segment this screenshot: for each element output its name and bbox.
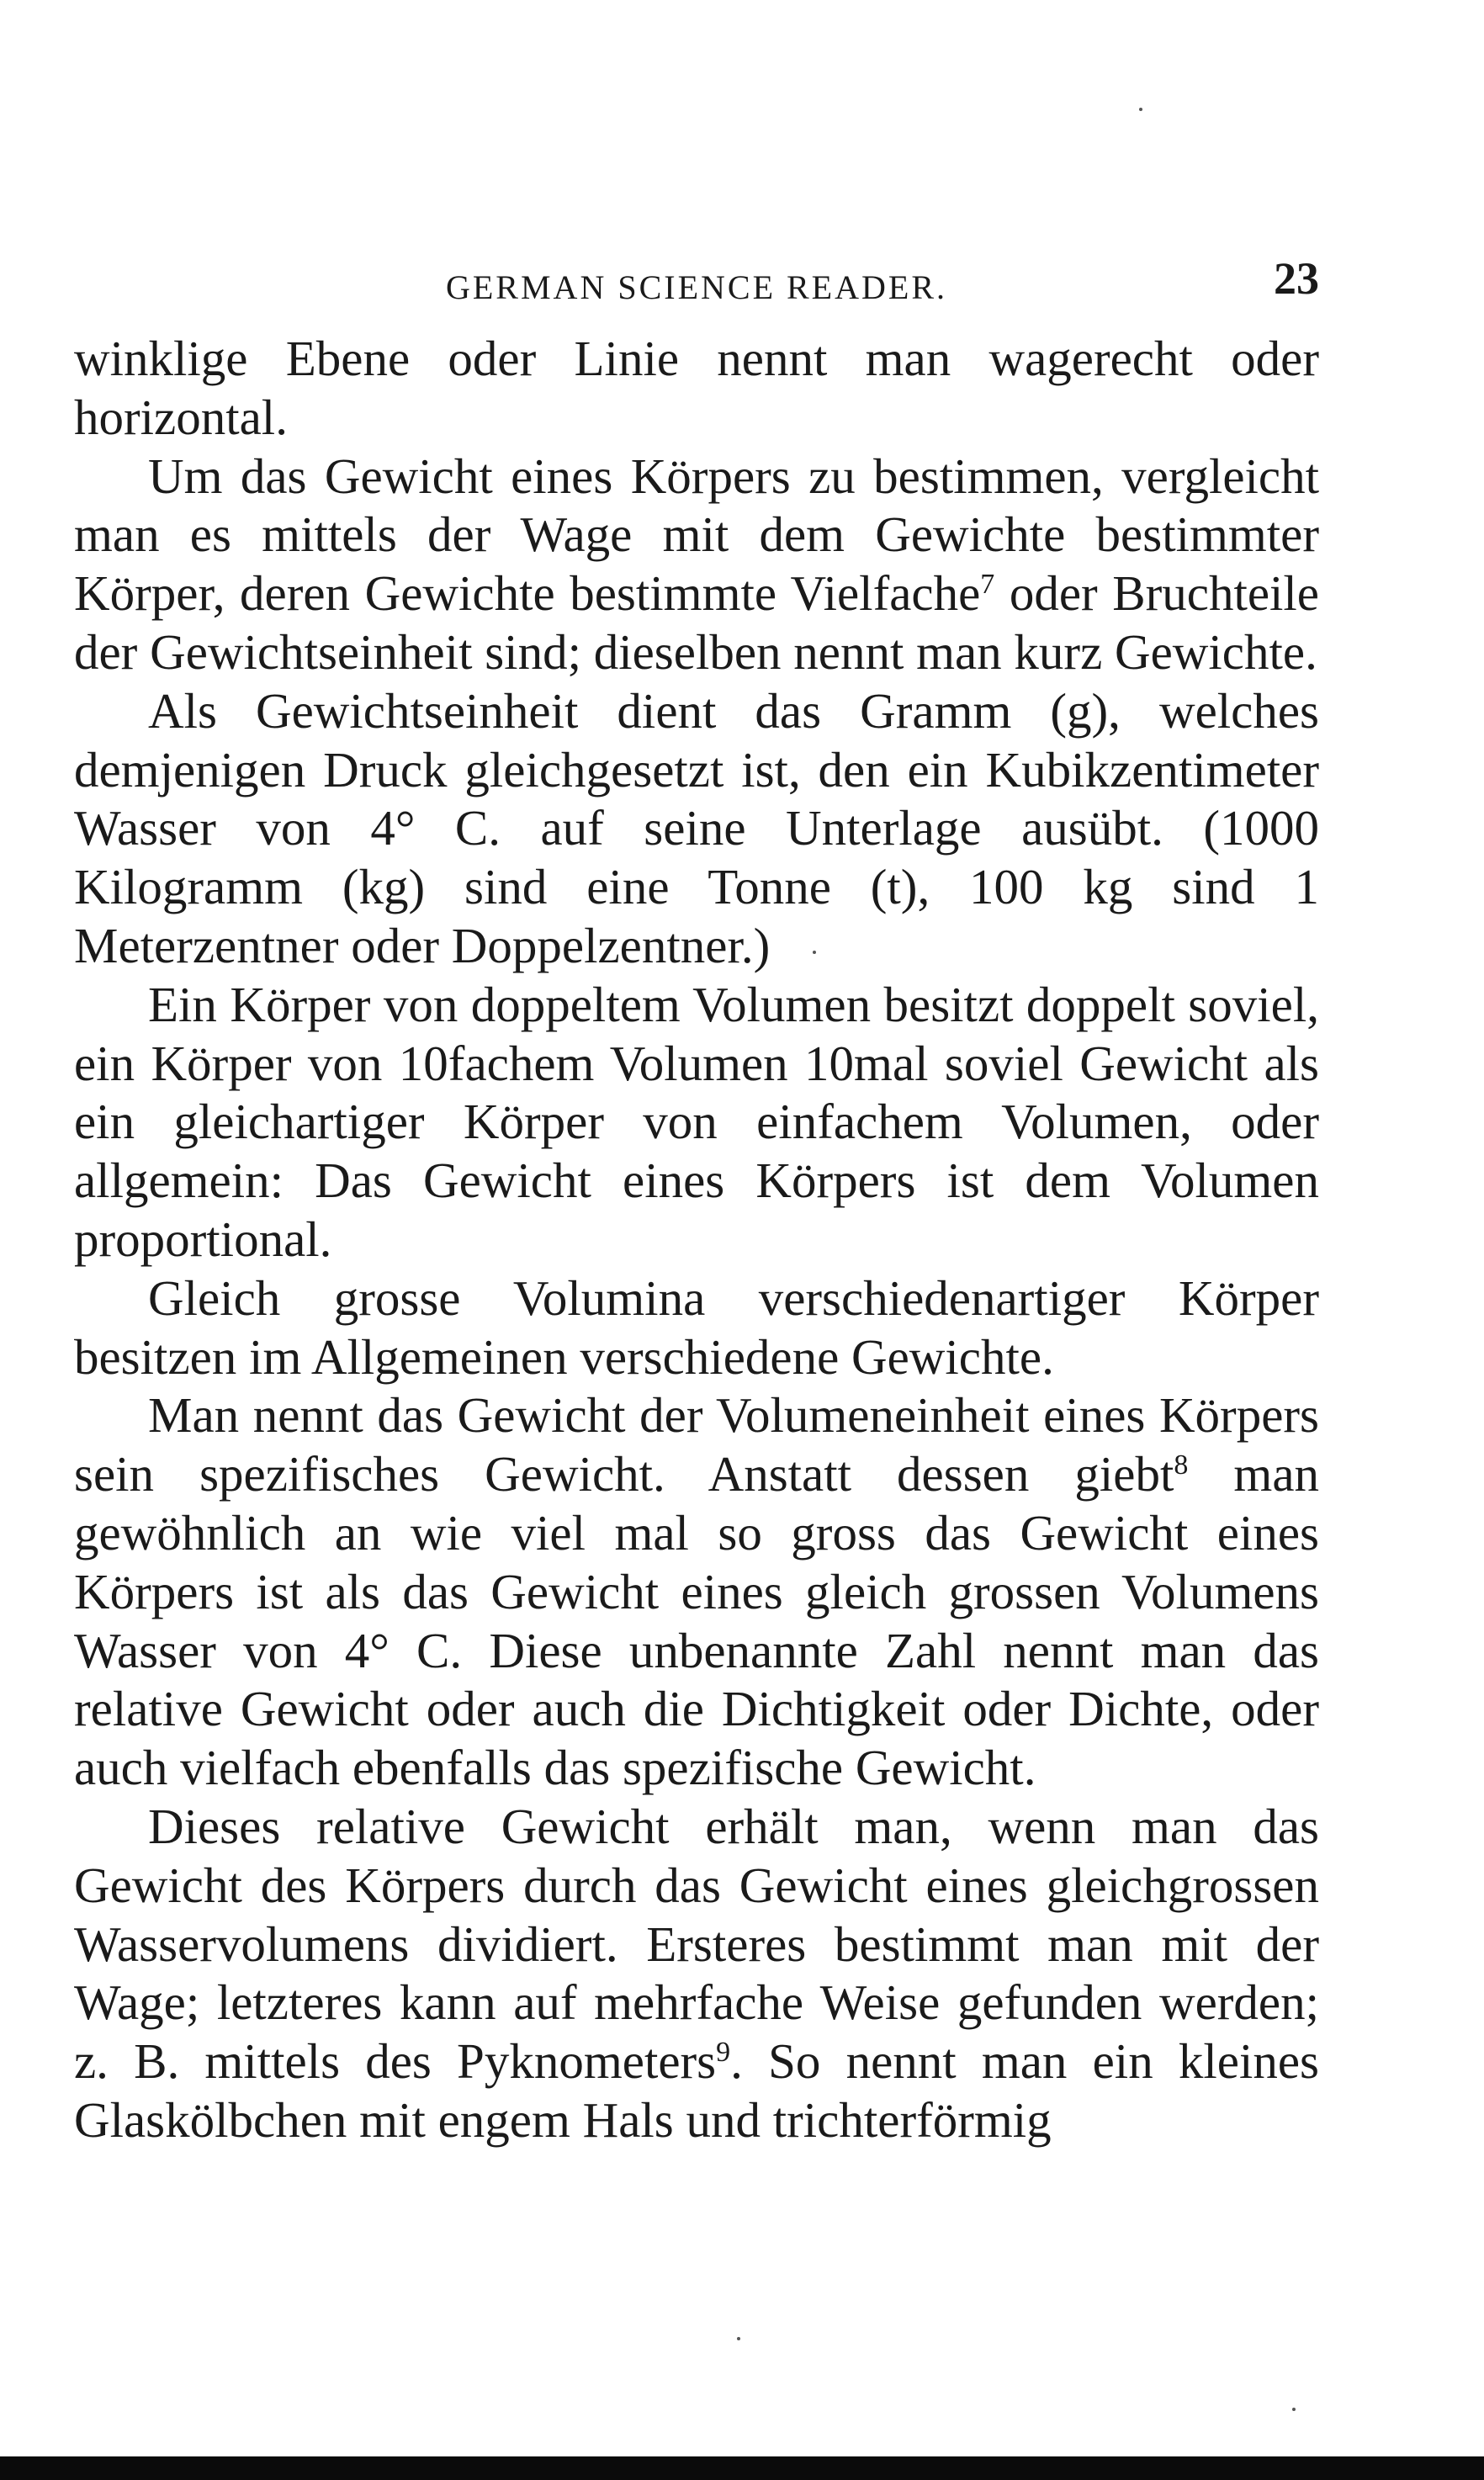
- paragraph-text: oder Bruchteile der Gewichtseinheit sind; dieselben nennt man kurz Gewichte.: [74, 565, 1319, 680]
- paragraph-continued: [74, 330, 1319, 448]
- paragraph-text: Um das Gewicht eines Körpers zu bestimmen, vergleicht man es mittels der Wage mit dem Gewichte bestimmter Körper, deren Gewichte bestimmte Vielfache: [74, 448, 1319, 622]
- paragraph: [74, 682, 1319, 976]
- paragraph: [74, 1386, 1319, 1798]
- footnote-marker: 9: [716, 2037, 731, 2069]
- paragraph: [74, 1798, 1319, 2150]
- paragraph: [74, 976, 1319, 1269]
- paragraph-text: Ein Körper von doppeltem Volumen besitzt doppelt soviel, ein Körper von 10fachem Volumen 10mal soviel Gewicht als ein gleichartiger Körper von einfachem Volumen, oder allgemein: Das Gewicht eines Körpers ist dem Volumen proportional.: [74, 976, 1319, 1267]
- paragraph-text: Dieses relative Gewicht erhält man, wenn man das Gewicht des Körpers durch das Gewicht eines gleichgrossen Wasservolumens dividiert. Ersteres bestimmt man mit der Wage; letzteres kann auf mehrfache Weise gefunden werden; z. B. mittels des Pyknometers: [74, 1798, 1319, 2090]
- paragraph-text: winklige Ebene oder Linie nennt man wagerecht oder horizontal.: [74, 331, 1319, 445]
- running-title: GERMAN SCIENCE READER.: [445, 268, 948, 306]
- paragraph-text: man gewöhnlich an wie viel mal so gross das Gewicht eines Körpers ist als das Gewicht eines gleich grossen Volumens Wasser von 4° C. Diese unbenannte Zahl nennt man das relative Gewicht oder auch die Dichtigkeit oder Dichte, oder auch vielfach ebenfalls das spezifische Gewicht.: [74, 1446, 1320, 1796]
- paragraph: [74, 448, 1319, 682]
- footnote-marker: 7: [980, 569, 995, 601]
- paragraph-text: Man nennt das Gewicht der Volumeneinheit eines Körpers sein spezifisches Gewicht. Anstatt dessen giebt: [74, 1387, 1319, 1502]
- body-text: [74, 330, 1319, 2150]
- scan-speck: [1292, 2408, 1296, 2411]
- scan-speck: [737, 2337, 740, 2340]
- paragraph-text: Gleich grosse Volumina verschiedenartiger Körper besitzen im Allgemeinen verschiedene Gewichte.: [74, 1269, 1319, 1385]
- footnote-marker: 8: [1174, 1449, 1189, 1481]
- scan-speck: [1139, 108, 1142, 111]
- paragraph-text: . So nennt man ein kleines Glaskölbchen mit engem Hals und trichterförmig: [74, 2033, 1320, 2148]
- scan-speck: [813, 951, 816, 954]
- page-number: 23: [1274, 253, 1319, 304]
- paragraph: [74, 1269, 1319, 1387]
- scan-bottom-edge: [0, 2456, 1484, 2480]
- paragraph-text: Als Gewichtseinheit dient das Gramm (g), welches demjenigen Druck gleichgesetzt ist, den ein Kubikzentimeter Wasser von 4° C. auf seine Unterlage ausübt. (1000 Kilogramm (kg) sind eine Tonne (t), 100 kg sind 1 Meterzentner oder Doppelzentner.): [74, 682, 1319, 973]
- running-head: [74, 252, 1319, 311]
